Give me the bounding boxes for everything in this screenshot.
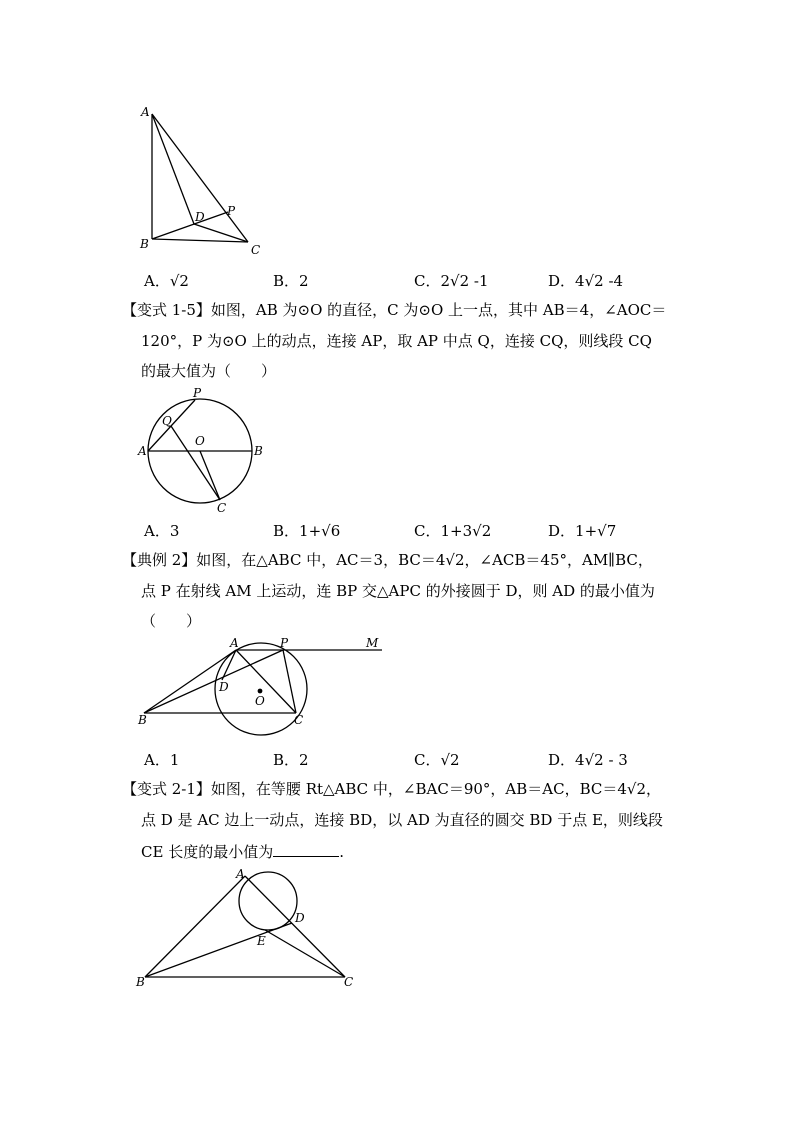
label-q: Q [162,414,172,428]
center-o-dot [258,689,263,694]
label-d: D [295,911,305,925]
label-c: C [294,713,304,727]
label-p: P [280,636,289,650]
q2-option-b: B．1+√6 [273,522,341,540]
q1-option-b: B．2 [273,272,309,290]
figure-1-triangle [130,96,280,264]
q2-line-2: 120°，P 为⊙O 上的动点，连接 AP，取 AP 中点 Q，连接 CQ，则线段 CQ [141,332,652,350]
label-b: B [254,444,263,458]
label-b: B [140,237,149,251]
answer-blank[interactable] [273,842,339,857]
segment-bp [152,212,228,239]
label-c: C [344,975,354,989]
segment-pc [283,650,296,713]
segment-ab [145,876,245,977]
label-p: P [227,204,236,218]
q1-option-a: A．√2 [144,272,189,290]
q2-option-c: C．1+3√2 [414,522,492,540]
q2-option-a: A．3 [144,522,180,540]
q1-option-d: D．4√2 -4 [548,272,624,290]
segment-bd [145,923,292,977]
q1-option-c: C．2√2 -1 [414,272,489,290]
label-b: B [138,713,147,727]
label-a: A [236,867,245,881]
circle-ad-diameter [239,872,297,930]
figure-4-isosceles-right-triangle [130,864,370,994]
q4-line-3-wrap [141,838,344,866]
label-c: C [251,243,261,257]
q3-line-2: 点 P 在射线 AM 上运动，连 BP 交△APC 的外接圆于 D，则 AD 的最小值为 [141,582,655,600]
q4-line-3-end: . [339,843,344,861]
label-a: A [138,444,147,458]
q3-option-a: A．1 [144,751,180,769]
label-o: O [255,694,265,708]
label-c: C [217,501,227,515]
label-a: A [141,105,150,119]
q3-option-c: C．√2 [414,751,460,769]
q4-line-3: CE 长度的最小值为 [141,843,274,861]
label-b: B [136,975,145,989]
q3-option-d: D．4√2 - 3 [548,751,628,769]
q2-line-3: 的最大值为（ ） [141,362,277,380]
segment-ap [152,114,194,224]
figure-3-circumcircle [130,634,386,746]
segment-ac [236,650,296,713]
q2-line-1: 【变式 1-5】如图，AB 为⊙O 的直径，C 为⊙O 上一点，其中 AB＝4，∠AOC＝ [122,301,667,319]
label-p: P [193,386,202,400]
q3-option-b: B．2 [273,751,309,769]
label-e: E [257,934,266,948]
q4-line-1: 【变式 2-1】如图，在等腰 Rt△ABC 中，∠BAC＝90°，AB＝AC，BC＝4√2， [122,780,662,798]
q2-option-d: D．1+√7 [548,522,617,540]
q3-line-1: 【典例 2】如图，在△ABC 中，AC＝3，BC＝4√2，∠ACB＝45°，AM∥BC， [122,551,653,569]
label-m: M [366,636,379,650]
segment-bc [152,239,248,242]
label-d: D [195,210,205,224]
q4-line-2: 点 D 是 AC 边上一动点，连接 BD，以 AD 为直径的圆交 BD 于点 E，则线段 [141,811,663,829]
label-d: D [219,680,229,694]
figure-2-circle [130,388,270,514]
q3-line-3: （ ） [141,612,202,630]
label-o: O [195,434,205,448]
segment-dc [194,224,248,242]
label-a: A [230,636,239,650]
